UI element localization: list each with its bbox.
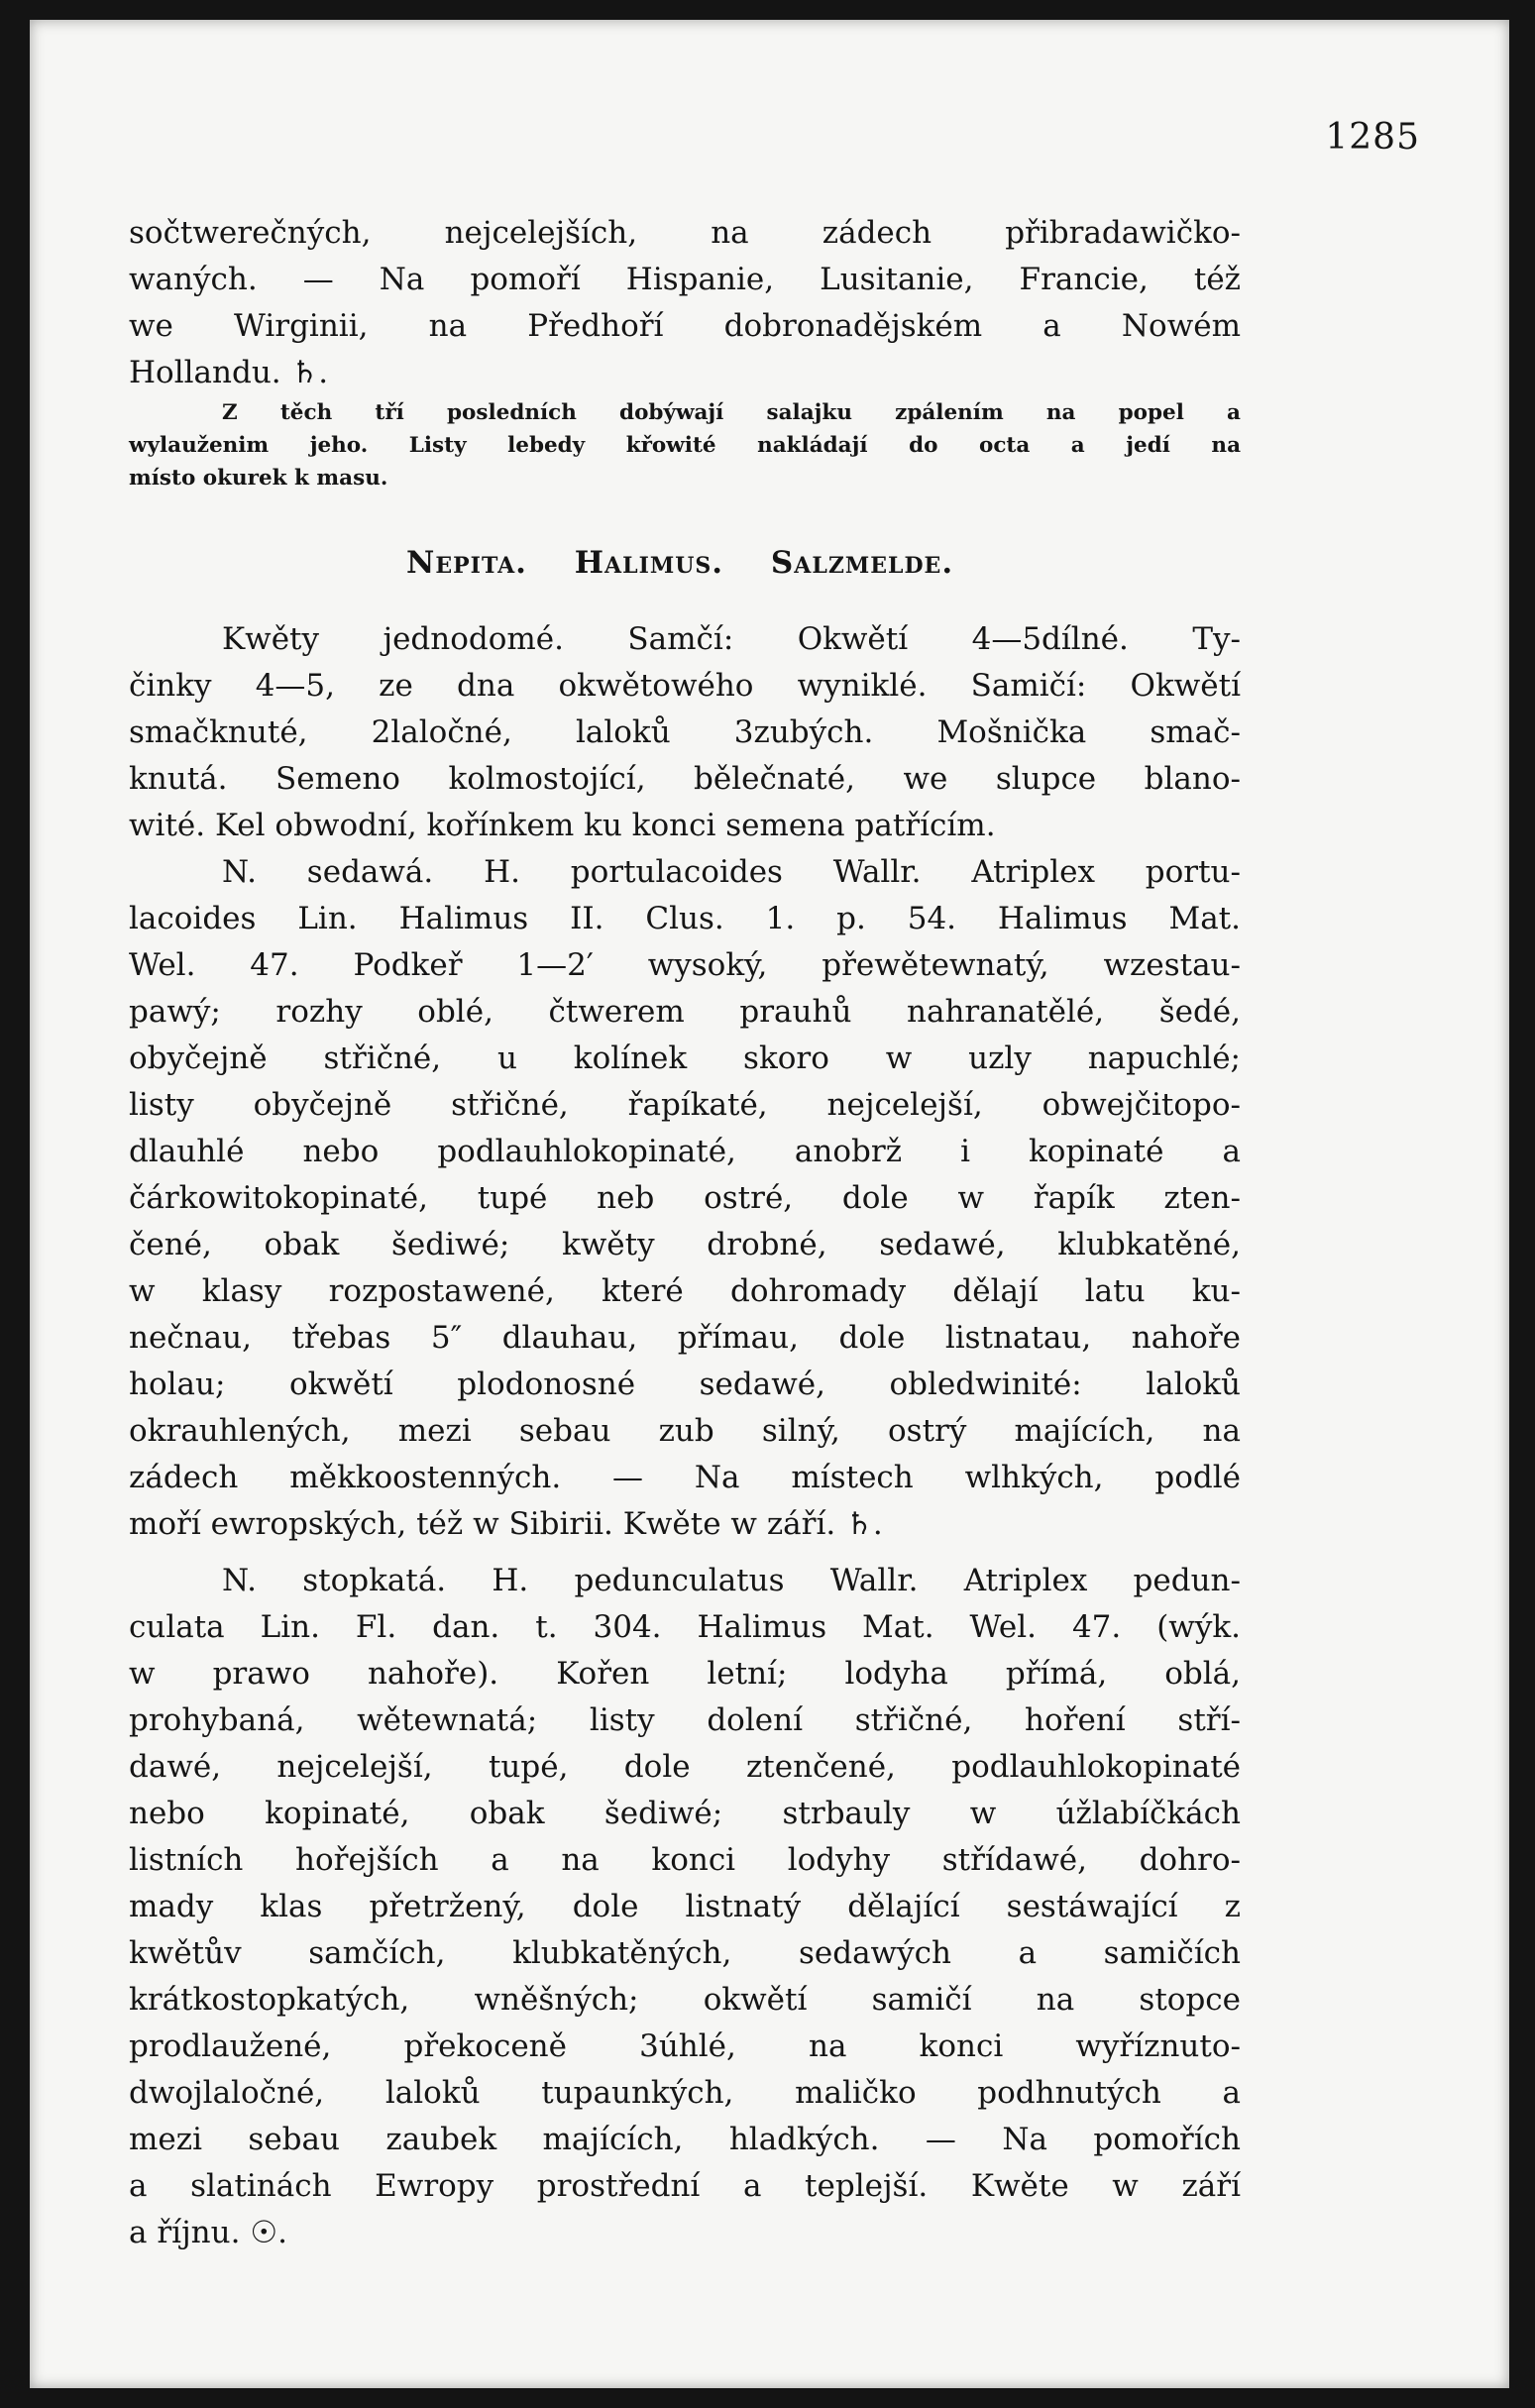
text-line: N. sedawá. H. portulacoides Wallr. Atriplex portu- (222, 854, 1241, 890)
text-line: kwětův samčích, klubkatěných, sedawých a samičích (129, 1935, 1241, 1971)
text-line: lacoides Lin. Halimus II. Clus. 1. p. 54. Halimus Mat. (129, 901, 1241, 936)
text-line: pawý; rozhy oblé, čtwerem prauhů nahranatělé, šedé, (129, 994, 1241, 1030)
genus-description (129, 616, 1241, 849)
genus-latin-name: Halimus. (574, 545, 724, 581)
text-line: prohybaná, wětewnatá; listy dolení střičné, hoření stří- (129, 1702, 1241, 1738)
text-line: N. stopkatá. H. pedunculatus Wallr. Atriplex pedun- (222, 1563, 1241, 1598)
text-line: listy obyčejně střičné, řapíkaté, nejcelejší, obwejčitopo- (129, 1087, 1241, 1123)
text-line: listních hořejších a na konci lodyhy střídawé, dohro- (129, 1842, 1241, 1878)
text-line: činky 4—5, ze dna okwětowého wyniklé. Samičí: Okwětí (129, 668, 1241, 704)
text-line: culata Lin. Fl. dan. t. 304. Halimus Mat. Wel. 47. (wýk. (129, 1609, 1241, 1645)
text-line: dlauhlé nebo podlauhlokopinaté, anobrž i kopinaté a (129, 1134, 1241, 1169)
text-line: prodlaužené, překoceně 3úhlé, na konci wyříznuto- (129, 2028, 1241, 2064)
text-line: w klasy rozpostawené, které dohromady dělají latu ku- (129, 1273, 1241, 1309)
text-line: Hollandu. ♄. (129, 355, 329, 390)
text-line: nebo kopinaté, obak šediwé; strbauly w úžlabíčkách (129, 1796, 1241, 1831)
text-line: wité. Kel obwodní, kořínkem ku konci semena patřícím. (129, 808, 996, 843)
species-stopkata (129, 1558, 1241, 2256)
text-line: Kwěty jednodomé. Samčí: Okwětí 4—5dílné. Ty- (222, 621, 1241, 657)
text-line: dwojlaločné, laloků tupaunkých, maličko podhnutých a (129, 2075, 1241, 2111)
text-line: waných. — Na pomoří Hispanie, Lusitanie, Francie, též (129, 262, 1241, 297)
text-line: smačknuté, 2laločné, laloků 3zubých. Mošnička smač- (129, 714, 1241, 750)
genus-german-name: Salzmelde. (770, 545, 954, 581)
text-line: krátkostopkatých, wněšných; okwětí samičí na stopce (129, 1982, 1241, 2018)
text-line: Z těch tří posledních dobýwají salajku zpálením na popel a (222, 400, 1241, 425)
text-line: mady klas přetržený, dole listnatý dělající sestáwající z (129, 1889, 1241, 1924)
text-line: čárkowitokopinaté, tupé neb ostré, dole w řapík zten- (129, 1180, 1241, 1216)
text-line: dawé, nejcelejší, tupé, dole ztenčené, podlauhlokopinaté (129, 1749, 1241, 1785)
page-number: 1285 (1325, 117, 1420, 158)
text-line: místo okurek k masu. (129, 466, 388, 491)
text-line: wylauženim jeho. Listy lebedy křowité nakládají do octa a jedí na (129, 433, 1241, 458)
text-line: obyčejně střičné, u kolínek skoro w uzly napuchlé; (129, 1040, 1241, 1076)
genus-czech-name: Nepita. (406, 545, 527, 581)
text-line: čené, obak šediwé; kwěty drobné, sedawé, klubkatěné, (129, 1227, 1241, 1262)
text-line: zádech měkkoostenných. — Na místech wlhkých, podlé (129, 1460, 1241, 1495)
text-line: nečnau, třebas 5″ dlauhau, přímau, dole listnatau, nahoře (129, 1320, 1241, 1356)
paragraph-note-small (129, 396, 1241, 494)
page-text (129, 210, 1241, 2256)
paragraph-distribution (129, 210, 1241, 396)
text-line: we Wirginii, na Předhoří dobronadějském a Nowém (129, 308, 1241, 344)
text-line: a říjnu. ☉. (129, 2215, 287, 2250)
text-line: a slatinách Ewropy prostřední a teplejší. Kwěte w září (129, 2168, 1241, 2204)
text-line: Wel. 47. Podkeř 1—2′ wysoký, přewětewnatý, wzestau- (129, 947, 1241, 983)
book-page (30, 20, 1509, 2388)
text-line: okrauhlených, mezi sebau zub silný, ostrý majících, na (129, 1413, 1241, 1449)
genus-heading (129, 540, 1241, 587)
text-line: moří ewropských, též w Sibirii. Kwěte w září. ♄. (129, 1506, 883, 1542)
text-line: sočtwerečných, nejcelejších, na zádech přibradawičko- (129, 215, 1241, 251)
text-line: knutá. Semeno kolmostojící, bělečnaté, we slupce blano- (129, 761, 1241, 797)
text-line: holau; okwětí plodonosné sedawé, obledwinité: laloků (129, 1367, 1241, 1402)
text-line: mezi sebau zaubek majících, hladkých. — Na pomořích (129, 2122, 1241, 2157)
species-sedawa (129, 849, 1241, 1548)
text-line: w prawo nahoře). Kořen letní; lodyha přímá, oblá, (129, 1656, 1241, 1692)
